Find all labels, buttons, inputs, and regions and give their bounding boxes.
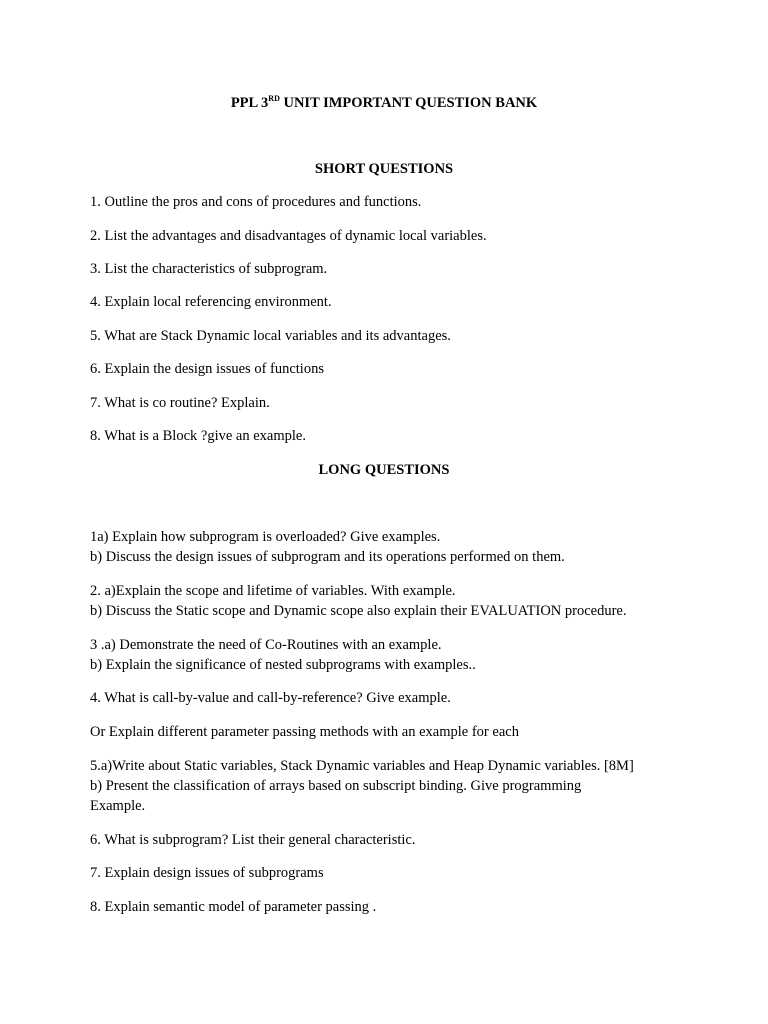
short-question: 8. What is a Block ?give an example.	[90, 428, 306, 444]
long-question: 2. a)Explain the scope and lifetime of variables. With example.	[90, 583, 456, 599]
title-suffix: UNIT IMPORTANT QUESTION BANK	[279, 95, 538, 111]
long-question: 7. Explain design issues of subprograms	[90, 865, 324, 881]
long-questions-heading: LONG QUESTIONS	[318, 462, 450, 478]
long-question: b) Explain the significance of nested subprograms with examples..	[90, 657, 476, 673]
long-question: Or Explain different parameter passing methods with an example for each	[90, 724, 519, 740]
long-question: b) Present the classification of arrays based on subscript binding. Give programming	[90, 778, 582, 794]
short-question: 5. What are Stack Dynamic local variables and its advantages.	[90, 328, 451, 344]
document-title	[0, 93, 768, 113]
long-question: 1a) Explain how subprogram is overloaded? Give examples.	[90, 529, 441, 545]
short-question: 3. List the characteristics of subprogram.	[90, 261, 328, 277]
long-question: 8. Explain semantic model of parameter passing .	[90, 899, 377, 915]
long-question: 6. What is subprogram? List their general characteristic.	[90, 832, 416, 848]
short-question: 1. Outline the pros and cons of procedures and functions.	[90, 194, 422, 210]
long-question: b) Discuss the design issues of subprogram and its operations performed on them.	[90, 549, 565, 565]
short-question: 7. What is co routine? Explain.	[90, 395, 270, 411]
short-question: 6. Explain the design issues of functions	[90, 361, 324, 377]
title-prefix: PPL 3	[230, 95, 269, 111]
short-question: 2. List the advantages and disadvantages of dynamic local variables.	[90, 228, 487, 244]
long-question: b) Discuss the Static scope and Dynamic scope also explain their EVALUATION procedure.	[90, 603, 627, 619]
title-superscript: RD	[268, 94, 280, 103]
long-question: 4. What is call-by-value and call-by-reference? Give example.	[90, 690, 451, 706]
long-question: 5.a)Write about Static variables, Stack Dynamic variables and Heap Dynamic variables. [8M]	[90, 758, 634, 774]
short-questions-heading: SHORT QUESTIONS	[314, 161, 454, 177]
long-question: Example.	[90, 798, 146, 814]
short-question: 4. Explain local referencing environment.	[90, 294, 332, 310]
long-question: 3 .a) Demonstrate the need of Co-Routines with an example.	[90, 637, 442, 653]
